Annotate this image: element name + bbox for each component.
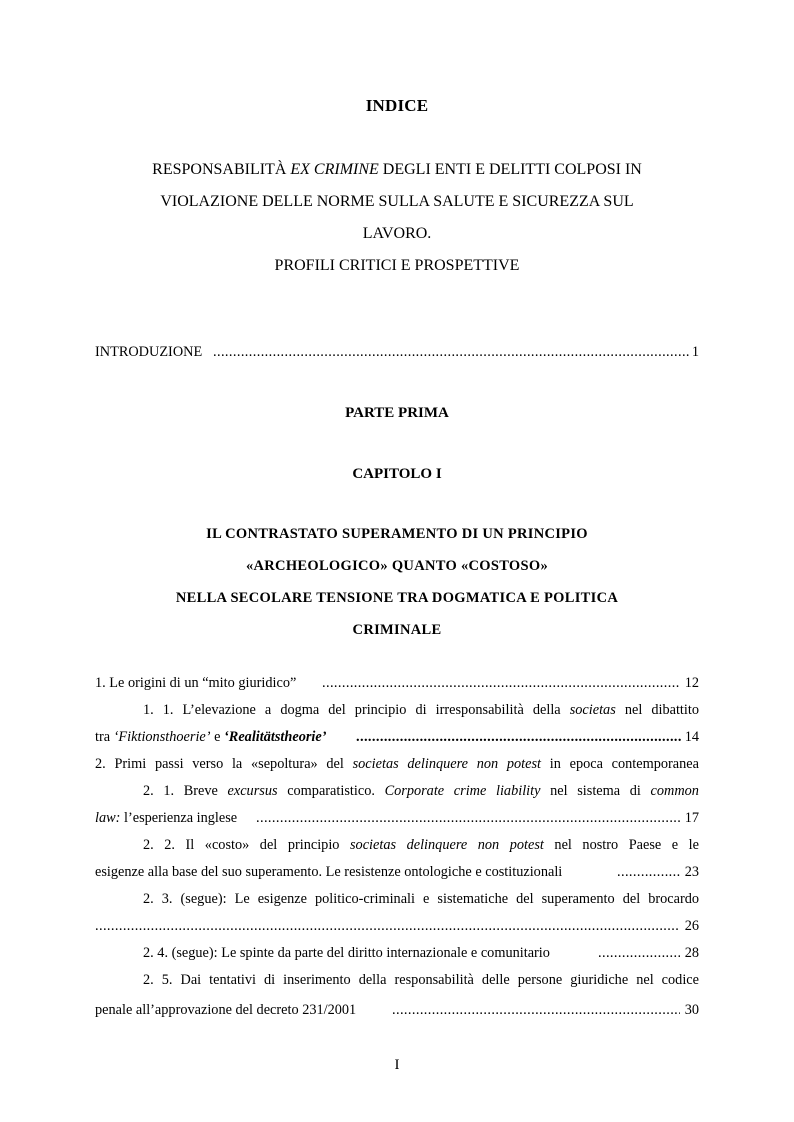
chapter-heading: CAPITOLO I [352, 466, 442, 482]
toc-label-line-1: 2. 5. Dai tentativi di inserimento della responsabilità delle persone giuridiche nel codice [143, 972, 699, 988]
toc-label: 2. Primi passi verso la «sepoltura» del societas delinquere non potest in epoca contemporanea [95, 756, 699, 772]
toc-label: 1. Le origini di un “mito giuridico” [95, 675, 297, 691]
page-number: I [394, 1057, 400, 1073]
toc-label-line-1: 2. 1. Breve excursus comparatistico. Corporate crime liability nel sistema di common [143, 783, 699, 799]
toc-page-number: 17 [684, 810, 699, 826]
index-heading: INDICE [365, 96, 429, 115]
part-heading: PARTE PRIMA [345, 405, 449, 421]
dot-leader [256, 808, 680, 828]
chapter-title-line-2: «ARCHEOLOGICO» QUANTO «COSTOSO» [245, 558, 549, 574]
dot-leader [392, 1000, 680, 1020]
dot-leader [322, 673, 680, 693]
chapter-title-line-4: CRIMINALE [352, 622, 442, 638]
document-title-line-2: VIOLAZIONE DELLE NORME SULLA SALUTE E SICUREZZA SUL [160, 193, 634, 210]
dot-leader [95, 916, 680, 936]
dot-leader [213, 342, 689, 362]
toc-page-number: 14 [684, 729, 699, 745]
toc-page-number: 12 [684, 675, 699, 691]
document-title-line-1: RESPONSABILITÀ EX CRIMINE DEGLI ENTI E DELITTI COLPOSI IN [152, 161, 642, 178]
toc-label-line-1: 2. 3. (segue): Le esigenze politico-criminali e sistematiche del superamento del brocardo [143, 891, 699, 907]
toc-page-number: 23 [684, 864, 699, 880]
toc-page-number: 28 [684, 945, 699, 961]
document-title [0, 154, 794, 282]
toc-label-line-2: tra ‘Fiktionsthoerie’ e ‘Realitätstheorie’ [95, 729, 327, 745]
dot-leader [356, 727, 682, 747]
toc-label-line-1: 2. 2. Il «costo» del principio societas delinquere non potest nel nostro Paese e le [143, 837, 699, 853]
toc-label-line-2: law: l’esperienza inglese [95, 810, 238, 826]
toc-label-line-1: 1. 1. L’elevazione a dogma del principio di irresponsabilità della societas nel dibattito [143, 702, 699, 718]
chapter-title [0, 518, 794, 646]
toc-label: INTRODUZIONE [95, 344, 203, 360]
toc-label: 2. 4. (segue): Le spinte da parte del diritto internazionale e comunitario [143, 945, 550, 961]
document-title-line-3: LAVORO. [362, 225, 432, 242]
toc-label-line-2: esigenze alla base del suo superamento. Le resistenze ontologiche e costituzionali [95, 864, 563, 880]
toc-label-line-2: penale all’approvazione del decreto 231/2001 [95, 1002, 357, 1018]
document-subtitle: PROFILI CRITICI E PROSPETTIVE [274, 257, 520, 274]
toc-page-number: 26 [684, 918, 699, 934]
chapter-title-line-3: NELLA SECOLARE TENSIONE TRA DOGMATICA E POLITICA [175, 590, 619, 606]
toc-page-number: 1 [691, 344, 699, 360]
toc-page-number: 30 [684, 1002, 699, 1018]
chapter-title-line-1: IL CONTRASTATO SUPERAMENTO DI UN PRINCIPIO [206, 526, 588, 542]
